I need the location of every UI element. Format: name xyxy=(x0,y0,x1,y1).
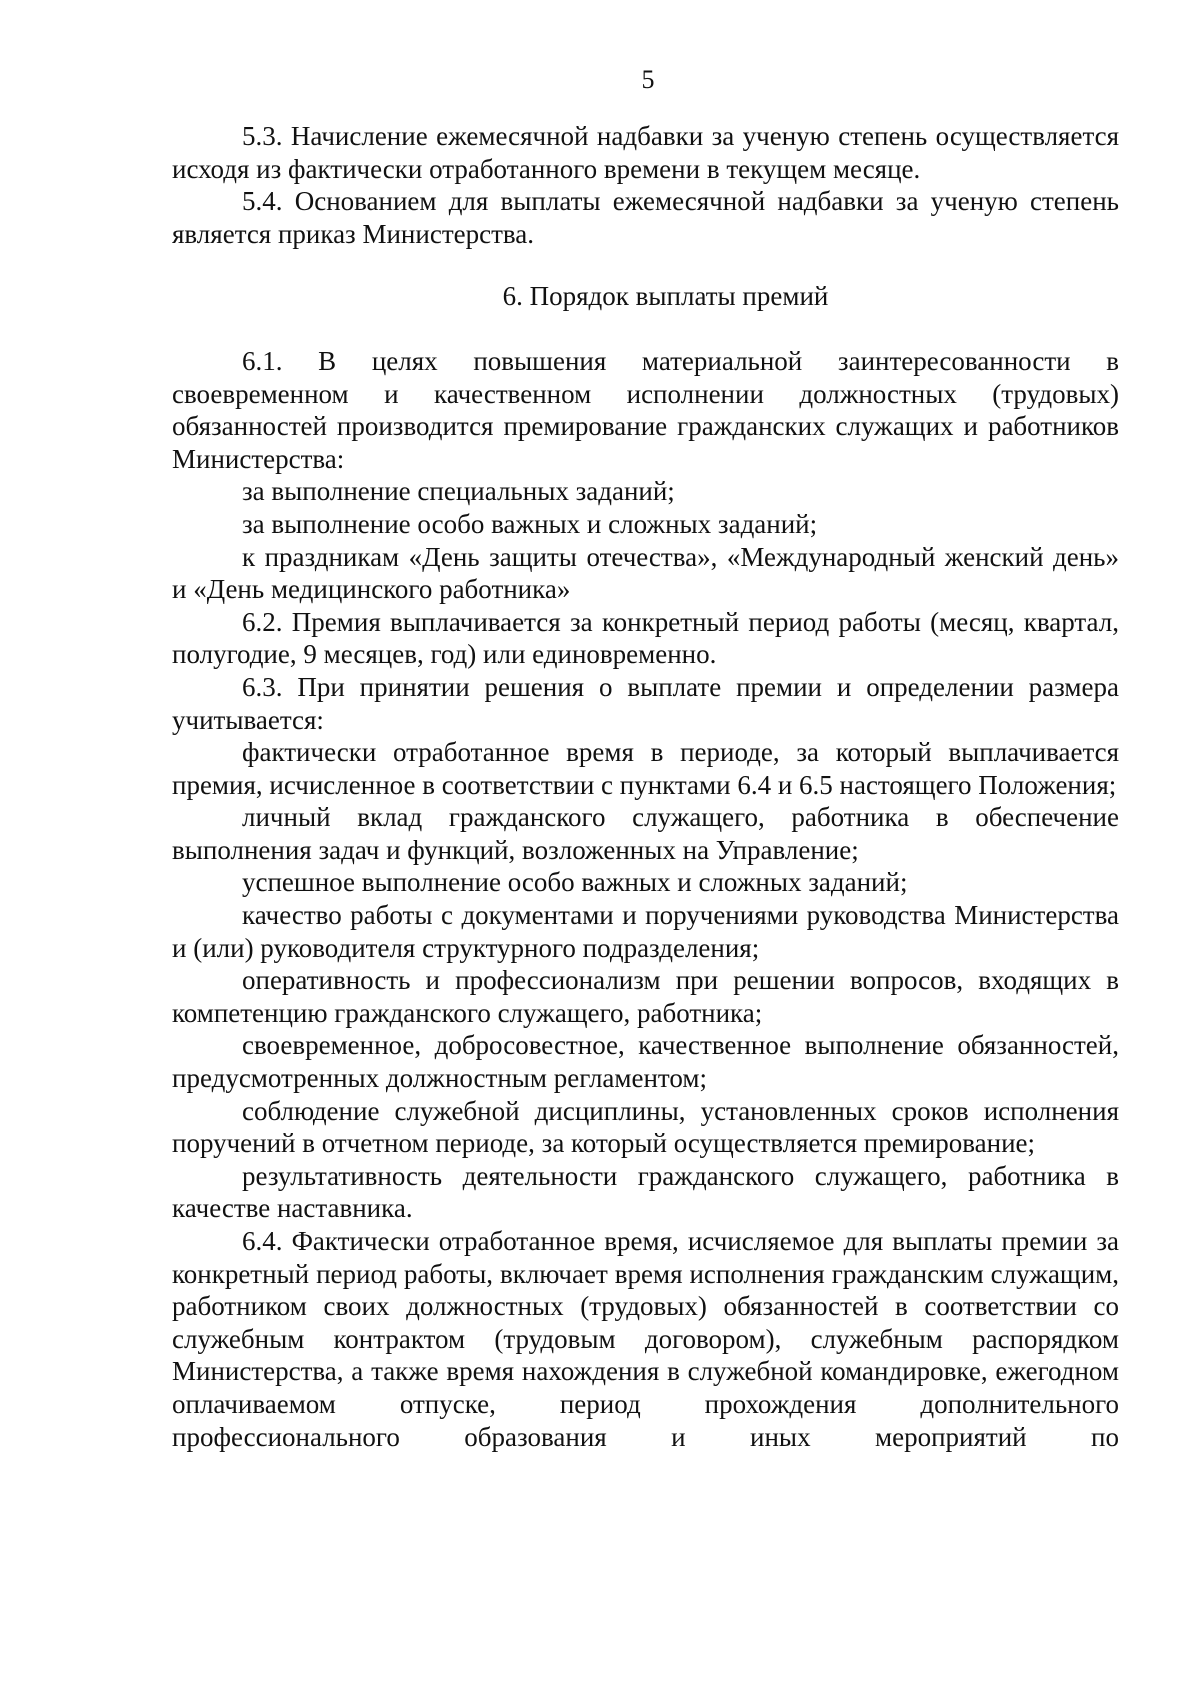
list-item: соблюдение служебной дисциплины, установленных сроков исполнения поручений в отчетном периоде, за который осуществляется премирование; xyxy=(172,1095,1119,1159)
list-item: качество работы с документами и поручениями руководства Министерства и (или) руководителя структурного подразделения; xyxy=(172,900,1119,963)
list-item: результативность деятельности гражданского служащего, работника в качестве наставника. xyxy=(172,1160,1119,1224)
list-item: успешное выполнение особо важных и сложных заданий; xyxy=(242,867,908,898)
list-item: к праздникам «День защиты отечества», «Международный женский день» и «День медицинского работника» xyxy=(172,541,1119,605)
list-item: личный вклад гражданского служащего, работника в обеспечение выполнения задач и функций, возложенных на Управление; xyxy=(172,802,1119,865)
list-item: фактически отработанное время в периоде, за который выплачивается премия, исчисленное в соответствии с пунктами 6.4 и 6.5 настоящего Положения; xyxy=(172,737,1119,800)
list-item: своевременное, добросовестное, качественное выполнение обязанностей, предусмотренных должностным регламентом; xyxy=(172,1030,1119,1094)
document-body xyxy=(172,120,1119,1453)
paragraph-6-4: 6.4. Фактически отработанное время, исчисляемое для выплаты премии за конкретный период работы, включает время исполнения гражданским служащим, работником своих должностных (трудовых) обязанностей в соответствии со служебным контрактом (трудовым договором), служебным распорядком Министерства, а также время нахождения в служебной командировке, ежегодном оплачиваемом отпуске, период прохождения дополнительного профессионального образования и иных мероприятий по xyxy=(172,1226,1119,1452)
list-item: за выполнение специальных заданий; xyxy=(242,476,675,507)
paragraph-6-1: 6.1. В целях повышения материальной заинтересованности в своевременном и качественном исполнении должностных (трудовых) обязанностей производится премирование гражданских служащих и работников Министерства: xyxy=(172,345,1119,474)
list-item: за выполнение особо важных и сложных заданий; xyxy=(242,508,818,539)
paragraph-5-4: 5.4. Основанием для выплаты ежемесячной надбавки за ученую степень является приказ Министерства. xyxy=(172,186,1119,249)
list-item: оперативность и профессионализм при решении вопросов, входящих в компетенцию гражданского служащего, работника; xyxy=(172,965,1119,1028)
page-number: 5 xyxy=(641,65,655,94)
paragraph-5-3: 5.3. Начисление ежемесячной надбавки за ученую степень осуществляется исходя из фактически отработанного времени в текущем месяце. xyxy=(172,121,1119,184)
section-heading: 6. Порядок выплаты премий xyxy=(502,281,829,312)
paragraph-6-2: 6.2. Премия выплачивается за конкретный период работы (месяц, квартал, полугодие, 9 месяцев, год) или единовременно. xyxy=(172,606,1119,670)
paragraph-6-3: 6.3. При принятии решения о выплате премии и определении размера учитывается: xyxy=(172,671,1119,735)
